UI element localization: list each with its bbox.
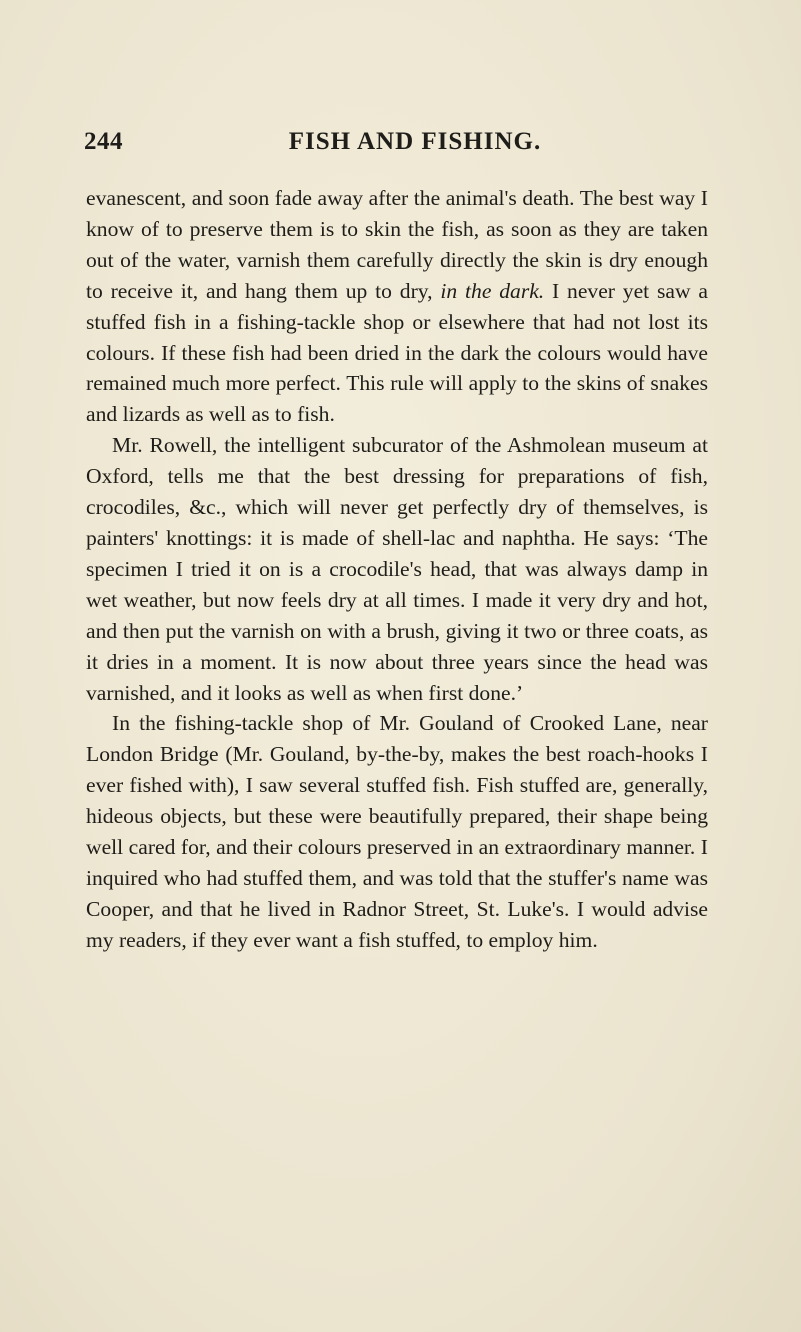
- paragraph-2: Mr. Rowell, the intelligent subcurator of the Ashmolean museum at Oxford, tells me that the best dressing for preparations of fish, crocodiles, &c., which will never get perfectly dry of themselves, is painters' knottings: it is made of shell-lac and naphtha. He says: ‘The specimen I tried it on is a crocodile's head, that was always damp in wet weather, but now feels dry at all times. I made it very dry and hot, and then put the varnish on with a brush, giving it two or three coats, as it dries in a moment. It is now about three years since the head was varnished, and it looks as well as when first done.’: [86, 433, 708, 705]
- running-title: FISH AND FISHING.: [288, 128, 542, 155]
- paragraph-1: [86, 183, 708, 430]
- body-text: [86, 183, 708, 956]
- paragraph-1-text: evanescent, and soon fade away after the animal's death. The best way I know of to preserve them is to skin the fish, as soon as they are taken out of the water, varnish them carefully directly the skin is dry enough to receive it, and hang them up to dry,: [86, 186, 708, 303]
- page-header: [84, 128, 706, 162]
- paragraph-1-text-cont: I never yet saw a stuffed fish in a fishing-tackle shop or elsewhere that had not lost its colours. If these fish had been dried in the dark the colours would have remained much more perfect. This rule will apply to the skins of snakes and lizards as well as to fish.: [86, 278, 708, 427]
- emphasis-in-the-dark: in the dark.: [440, 278, 545, 303]
- paragraph-3: In the fishing-tackle shop of Mr. Gouland of Crooked Lane, near London Bridge (Mr. Gouland, by-the-by, makes the best roach-hooks I ever fished with), I saw several stuffed fish. Fish stuffed are, generally, hideous objects, but these were beautifully prepared, their shape being well cared for, and their colours preserved in an extraordinary manner. I inquired who had stuffed them, and was told that the stuffer's name was Cooper, and that he lived in Radnor Street, St. Luke's. I would advise my readers, if they ever want a fish stuffed, to employ him.: [86, 711, 708, 952]
- page-number: 244: [84, 128, 123, 155]
